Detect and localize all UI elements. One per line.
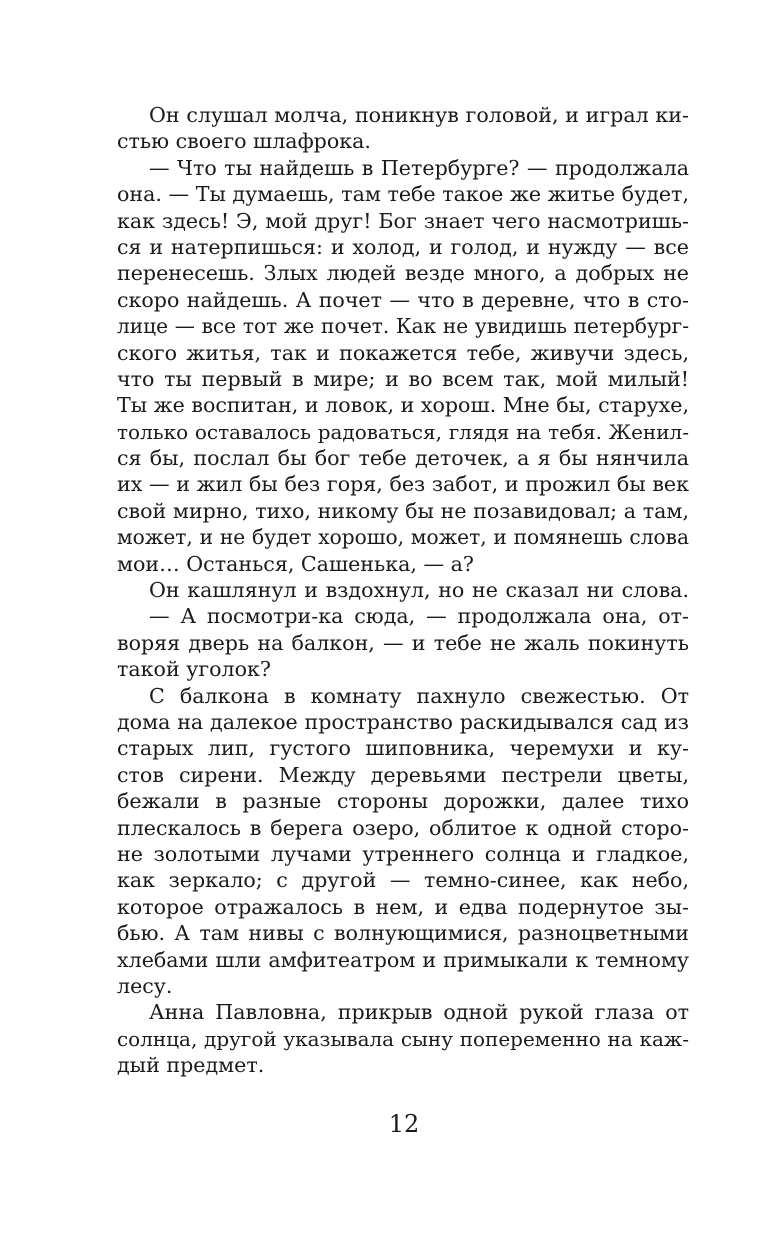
text-line: как зеркало; с другой — темно-синее, как небо, — [117, 868, 689, 893]
text-line: их — и жил бы без горя, без забот, и прожил бы век — [117, 472, 689, 497]
text-line: старых лип, густого шиповника, черемухи и ку- — [117, 736, 689, 761]
text-line: бью. А там нивы с волнующимися, разноцветными — [117, 921, 689, 946]
text-line: ся бы, послал бы бог тебе деточек, а я бы нянчила — [117, 446, 689, 471]
text-line: не золотыми лучами утреннего солнца и гладкое, — [117, 841, 689, 866]
text-line: солнца, другой указывала сыну попеременно на каж- — [117, 1026, 689, 1051]
text-line: дый предмет. — [117, 1053, 265, 1078]
text-line: Он слушал молча, поникнув головой, и играл ки- — [149, 103, 689, 127]
text-line: скоро найдешь. А почет — что в деревне, что в сто- — [117, 287, 689, 312]
text-line: хлебами шли амфитеатром и примыкали к темному — [117, 947, 689, 972]
text-line: дома на далекое пространство раскидывался сад из — [117, 709, 689, 734]
text-line: Ты же воспитан, и ловок, и хорош. Мне бы, старухе, — [117, 393, 689, 418]
text-line: которое отражалось в нем, и едва подернутое зы- — [117, 894, 689, 919]
text-line: как здесь! Э, мой друг! Бог знает чего насмотришь- — [117, 208, 689, 233]
text-line: бежали в разные стороны дорожки, далее тихо — [117, 789, 689, 814]
page-number: 12 — [388, 1110, 420, 1138]
text-line: мои… Останься, Сашенька, — а? — [117, 551, 474, 576]
text-line: такой уголок? — [117, 657, 271, 682]
text-line: она. — Ты думаешь, там тебе такое же житье будет, — [117, 182, 689, 207]
text-line: перенесешь. Злых людей везде много, а добрых не — [117, 261, 689, 286]
text-line: только оставалось радоваться, глядя на тебя. Женил- — [117, 419, 689, 444]
text-line: ского житья, так и покажется тебе, живучи здесь, — [117, 340, 689, 365]
text-line: воряя дверь на балкон, — и тебе не жаль покинуть — [117, 630, 689, 655]
text-line: лице — все тот же почет. Как не увидишь петербург- — [117, 314, 689, 339]
text-line: С балкона в комнату пахнуло свежестью. От — [149, 683, 689, 708]
text-line: — Что ты найдешь в Петербурге? — продолжала — [149, 155, 689, 180]
text-line: плескалось в берега озеро, облитое к одной сторо- — [117, 815, 689, 840]
text-line: может, и не будет хорошо, может, и помянешь слова — [117, 525, 689, 550]
text-line: стью своего шлафрока. — [117, 129, 371, 154]
text-line: свой мирно, тихо, никому бы не позавидовал; а там, — [117, 498, 689, 523]
text-line: — А посмотри-ка сюда, — продолжала она, от- — [149, 604, 689, 629]
body-text — [117, 102, 689, 1078]
text-line: стов сирени. Между деревьями пестрели цветы, — [117, 762, 689, 787]
text-line: ся и натерпишься: и холод, и голод, и нужду — все — [117, 234, 689, 259]
text-line: Он кашлянул и вздохнул, но не сказал ни слова. — [149, 578, 689, 603]
text-line: что ты первый в мире; и во всем так, мой милый! — [117, 366, 689, 391]
text-line: лесу. — [117, 973, 173, 998]
text-line: Анна Павловна, прикрыв одной рукой глаза от — [149, 1000, 689, 1025]
